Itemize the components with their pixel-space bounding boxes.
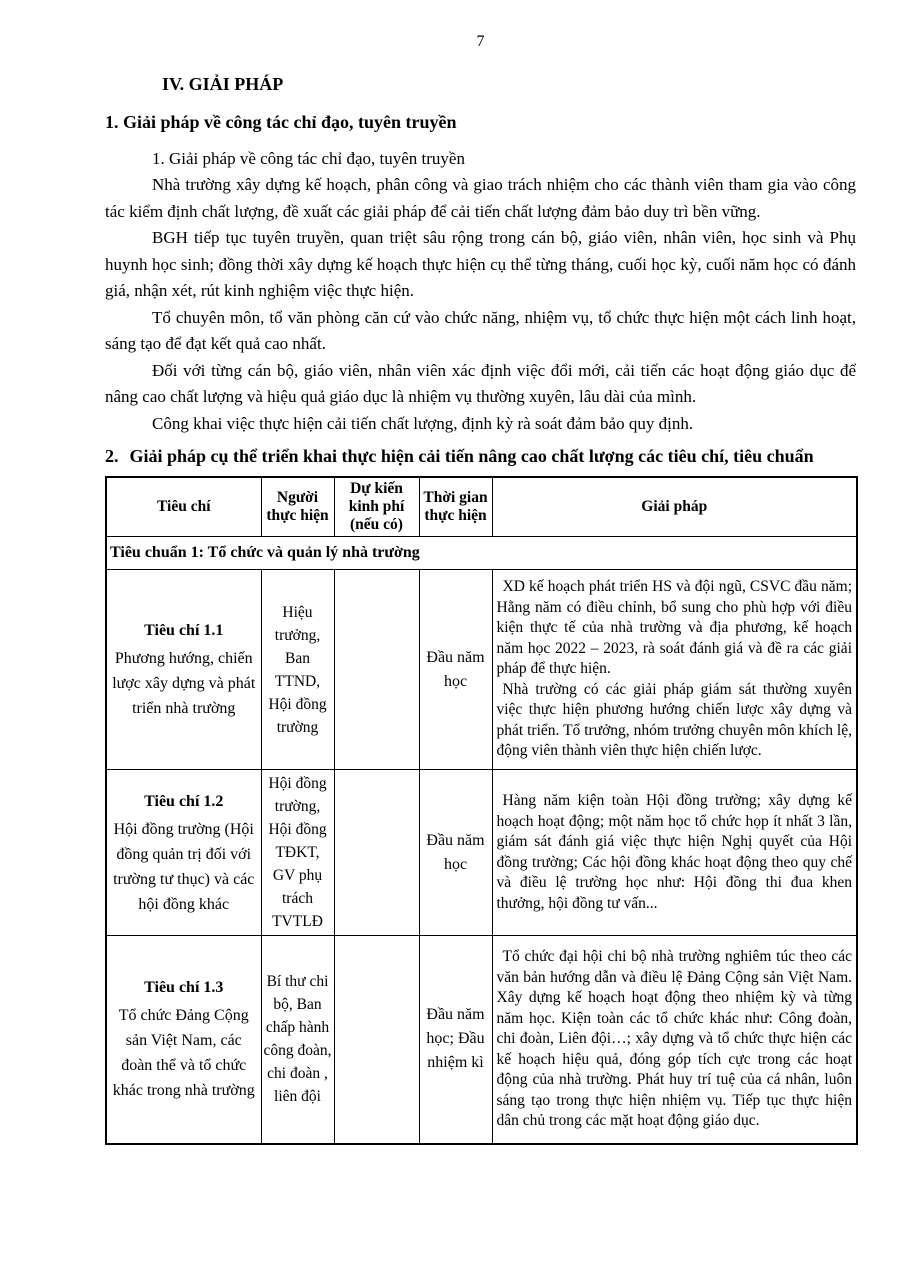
person-cell: Hiệu trưởng, Ban TTND, Hội đồng trường bbox=[261, 570, 334, 770]
budget-cell bbox=[334, 770, 419, 936]
criterion-cell bbox=[106, 570, 261, 770]
paragraph-1: Nhà trường xây dựng kế hoạch, phân công và giao trách nhiệm cho các thành viên tham gia vào công tác kiểm định chất lượng, đề xuất các giải pháp để cải tiến chất lượng đảm bảo duy trì bền vững. bbox=[105, 175, 856, 221]
person-cell: Bí thư chi bộ, Ban chấp hành công đoàn, chi đoàn , liên đội bbox=[261, 936, 334, 1144]
subsection-1-subheading: 1. Giải pháp về công tác chỉ đạo, tuyên truyền bbox=[152, 149, 465, 168]
solution-cell bbox=[492, 770, 857, 936]
subsection-1-heading: 1. Giải pháp về công tác chỉ đạo, tuyên truyền bbox=[105, 112, 457, 132]
person-cell: Hội đồng trường, Hội đồng TĐKT, GV phụ trách TVTLĐ bbox=[261, 770, 334, 936]
time-cell: Đầu năm học bbox=[419, 770, 492, 936]
time-cell: Đầu năm học bbox=[419, 570, 492, 770]
standard-1-section-row bbox=[106, 537, 857, 570]
solution-paragraph: Hàng năm kiện toàn Hội đồng trường; xây dựng kế hoạch hoạt động; một năm học tổ chức họp ít nhất 3 lần, giám sát đánh giá việc thực hiện Nghị quyết của Hội đồng trường; Các hội đồng khác hoạt động theo quy chế và điều lệ trường học như: Hội đồng thi đua khen thưởng, hội đồng tư vấn... bbox=[496, 792, 852, 912]
paragraph-2: BGH tiếp tục tuyên truyền, quan triệt sâu rộng trong cán bộ, giáo viên, nhân viên, học sinh và Phụ huynh học sinh; đồng thời xây dựng kế hoạch thực hiện cụ thể từng tháng, cuối học kỳ, cuối năm học có đánh giá, nhận xét, rút kinh nghiệm việc thực hiện. bbox=[105, 228, 856, 300]
criterion-title: Tiêu chí 1.2 bbox=[144, 792, 224, 810]
subsection-2-heading bbox=[105, 443, 856, 470]
column-header-person: Người thực hiện bbox=[261, 477, 334, 537]
column-header-time: Thời gian thực hiện bbox=[419, 477, 492, 537]
budget-cell bbox=[334, 570, 419, 770]
solution-cell bbox=[492, 936, 857, 1144]
paragraph-4: Đối với từng cán bộ, giáo viên, nhân viên xác định việc đổi mới, cải tiến các hoạt động giáo dục để nâng cao chất lượng và hiệu quả giáo dục là nhiệm vụ thường xuyên, lâu dài của mình. bbox=[105, 360, 856, 406]
page-number: 7 bbox=[476, 33, 485, 50]
solution-paragraph: XD kế hoạch phát triển HS và đội ngũ, CSVC đầu năm; Hằng năm có điều chỉnh, bổ sung cho phù hợp với điều kiện thực tế của nhà trường và địa phương, kế hoạch năm học 2022 – 2023, rà soát đánh giá và đề ra các giải pháp để thực hiện. bbox=[496, 578, 852, 678]
column-header-criterion: Tiêu chí bbox=[106, 477, 261, 537]
solution-paragraph: Tổ chức đại hội chi bộ nhà trường nghiêm túc theo các văn bản hướng dẫn và điều lệ Đảng Cộng sản Việt Nam. Xây dựng kế hoạch hoạt động theo nhiệm kỳ và từng năm học. Kiện toàn các tổ chức khác như: Công đoàn, chi đoàn, Liên đội…; xây dựng và tổ chức thực hiện các kế hoạch hiệu quả, đóng góp tích cực trong các hoạt động của nhà trường. Phát huy trí tuệ của cá nhân, luôn sáng tạo trong thực hiện nhiệm vụ. Tiếp tục thực hiện dân chủ trong các mặt hoạt động giáo dục. bbox=[496, 948, 852, 1129]
solution-paragraph: Nhà trường có các giải pháp giám sát thường xuyên việc thực hiện phương hướng chiến lược xây dựng và phát triển. Tổ trưởng, nhóm trưởng chuyên môn khích lệ, động viên thành viên thực hiện chiến lược. bbox=[496, 680, 852, 760]
budget-cell bbox=[334, 936, 419, 1144]
subsection-2-text: Giải pháp cụ thể triển khai thực hiện cải tiến nâng cao chất lượng các tiêu chí, tiêu chuẩn bbox=[129, 446, 814, 466]
time-cell: Đầu năm học; Đầu nhiệm kì bbox=[419, 936, 492, 1144]
criterion-title: Tiêu chí 1.1 bbox=[144, 622, 224, 639]
table-row-criterion-1-2 bbox=[106, 770, 857, 936]
solution-cell bbox=[492, 570, 857, 770]
standard-1-label: Tiêu chuẩn 1: Tổ chức và quản lý nhà trường bbox=[106, 537, 857, 570]
section-heading: IV. GIẢI PHÁP bbox=[162, 74, 284, 94]
paragraph-5: Công khai việc thực hiện cải tiến chất lượng, định kỳ rà soát đảm bảo quy định. bbox=[152, 413, 694, 433]
criterion-description: Hội đồng trường (Hội đồng quản trị đối với trường tư thục) và các hội đồng khác bbox=[113, 820, 255, 913]
table-header-row bbox=[106, 477, 857, 537]
table-row-criterion-1-3 bbox=[106, 936, 857, 1144]
subsection-2-number: 2. bbox=[105, 446, 119, 466]
paragraph-3: Tổ chuyên môn, tổ văn phòng căn cứ vào chức năng, nhiệm vụ, tổ chức thực hiện một cách linh hoạt, sáng tạo để đạt kết quả cao nhất. bbox=[105, 307, 856, 353]
criterion-cell bbox=[106, 770, 261, 936]
column-header-solution: Giải pháp bbox=[492, 477, 857, 537]
criterion-description: Tổ chức Đảng Cộng sản Việt Nam, các đoàn thể và tổ chức khác trong nhà trường bbox=[112, 1007, 255, 1100]
criterion-title: Tiêu chí 1.3 bbox=[144, 979, 224, 997]
solutions-table bbox=[105, 476, 858, 1145]
criterion-description: Phương hướng, chiến lược xây dựng và phát triển nhà trường bbox=[112, 650, 256, 717]
table-row-criterion-1-1 bbox=[106, 570, 857, 770]
criterion-cell bbox=[106, 936, 261, 1144]
column-header-budget: Dự kiến kinh phí (nếu có) bbox=[334, 477, 419, 537]
